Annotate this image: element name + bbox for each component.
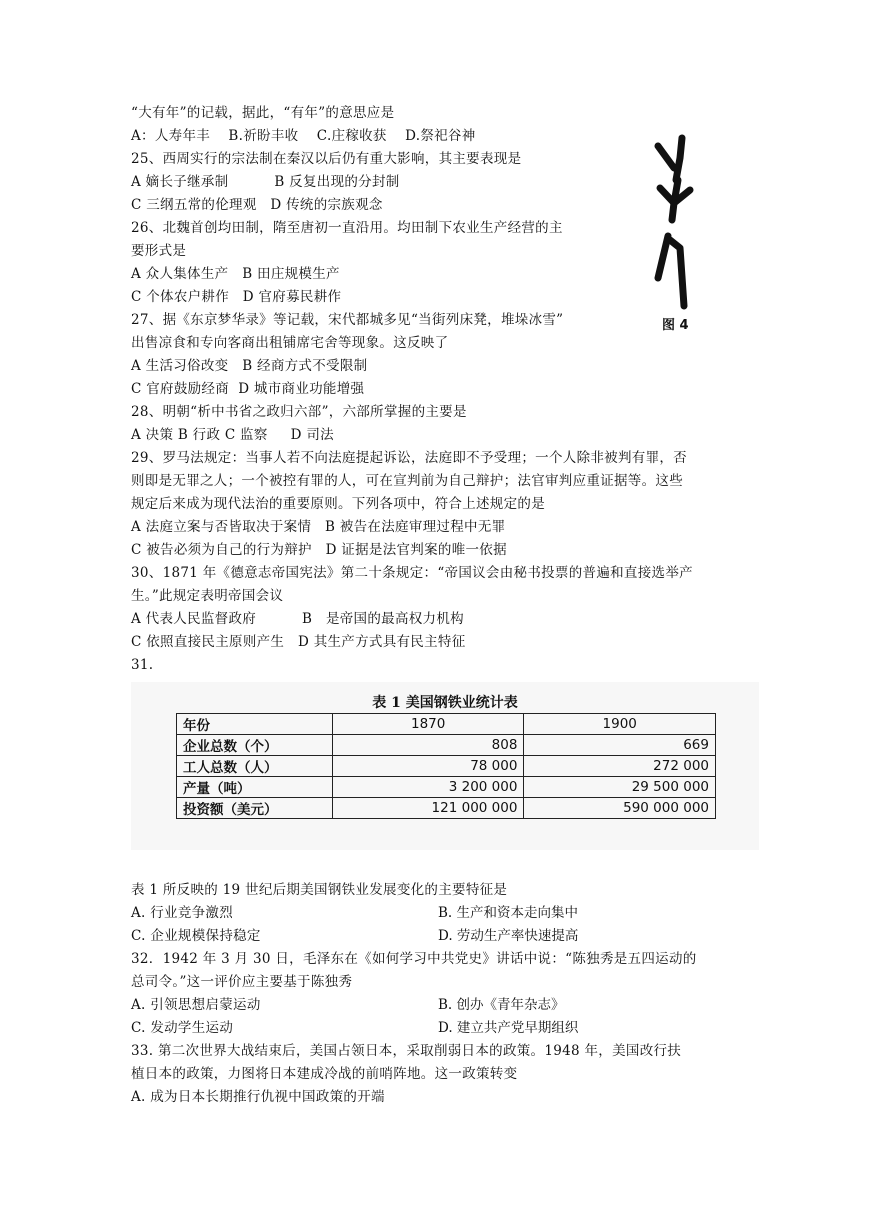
- q32-option-d: D. 建立共产党早期组织: [438, 1020, 579, 1036]
- text-line: “大有年”的记载，据此，“有年”的意思应是: [131, 105, 395, 121]
- q31-option-b: B. 生产和资本走向集中: [438, 905, 579, 921]
- q32-option-b: B. 创办《青年杂志》: [438, 997, 565, 1013]
- q30-stem: 30、1871 年《德意志帝国宪法》第二十条规定：“帝国议会由秘书投票的普遍和直接选举产: [131, 565, 693, 581]
- q25-options-cd: C 三纲五常的伦理观 D 传统的宗族观念: [131, 197, 383, 213]
- table-row: [177, 798, 716, 819]
- figure-4-glyph: [640, 128, 745, 333]
- q27-stem: 27、据《东京梦华录》等记载，宋代都城多见“当街列床凳，堆垛冰雪”: [131, 312, 564, 328]
- q30-options-cd: C 依照直接民主原则产生 D 其生产方式具有民主特征: [131, 634, 466, 650]
- q30-stem-cont: 生。”此规定表明帝国会议: [131, 588, 284, 604]
- q33-stem-cont: 植日本的政策，力图将日本建成冷战的前哨阵地。这一政策转变: [131, 1066, 518, 1082]
- q26-stem-cont: 要形式是: [131, 243, 187, 259]
- q24-options: A：人寿年丰 B.祈盼丰收 C.庄稼收获 D.祭祀谷神: [131, 128, 476, 144]
- table-header-row: [177, 714, 716, 735]
- q32-option-c: C. 发动学生运动: [131, 1020, 234, 1036]
- q32-stem: 32．1942 年 3 月 30 日，毛泽东在《如何学习中共党史》讲话中说：“陈独秀是五四运动的: [131, 951, 697, 967]
- q32-option-a: A. 引领思想启蒙运动: [131, 997, 261, 1013]
- table-row: [177, 756, 716, 777]
- q31-option-d: D. 劳动生产率快速提高: [438, 928, 579, 944]
- table-title: 表 1 美国钢铁业统计表: [372, 695, 518, 711]
- q26-stem: 26、北魏首创均田制，隋至唐初一直沿用。均田制下农业生产经营的主: [131, 220, 563, 236]
- row-label: 产量（吨）: [177, 777, 333, 798]
- cell-1870: 3 200 000: [332, 777, 524, 798]
- q26-options-cd: C 个体农户耕作 D 官府募民耕作: [131, 289, 342, 305]
- q29-stem: 29、罗马法规定：当事人若不向法庭提起诉讼，法庭即不予受理；一个人除非被判有罪，否: [131, 450, 687, 466]
- q31-stem: 表 1 所反映的 19 世纪后期美国钢铁业发展变化的主要特征是: [131, 882, 508, 898]
- q33-option-a: A. 成为日本长期推行仇视中国政策的开端: [131, 1089, 385, 1105]
- q31-number: 31.: [131, 657, 154, 673]
- q27-options-cd: C 官府鼓励经商 D 城市商业功能增强: [131, 381, 365, 397]
- row-label: 企业总数（个）: [177, 735, 333, 756]
- q28-stem: 28、明朝“析中书省之政归六部”，六部所掌握的主要是: [131, 404, 467, 420]
- table-1-image: [131, 682, 759, 850]
- q29-stem-cont: 规定后来成为现代法治的重要原则。下列各项中，符合上述规定的是: [131, 496, 545, 512]
- q28-options: A 决策 B 行政 C 监察 D 司法: [131, 427, 334, 443]
- header-1870: 1870: [332, 714, 524, 735]
- q29-options-cd: C 被告必须为自己的行为辩护 D 证据是法官判案的唯一依据: [131, 542, 507, 558]
- q33-stem: 33. 第二次世界大战结束后，美国占领日本，采取削弱日本的政策。1948 年，美国改行扶: [131, 1043, 682, 1059]
- q29-options-ab: A 法庭立案与否皆取决于案情 B 被告在法庭审理过程中无罪: [131, 519, 506, 535]
- table-row: [177, 777, 716, 798]
- steel-statistics-table: [176, 713, 716, 819]
- table-row: [177, 735, 716, 756]
- q32-stem-cont: 总司令。”这一评价应主要基于陈独秀: [131, 974, 353, 990]
- cell-1900: 590 000 000: [524, 798, 716, 819]
- q25-stem: 25、西周实行的宗法制在秦汉以后仍有重大影响，其主要表现是: [131, 151, 522, 167]
- oracle-glyph-icon: [640, 128, 745, 313]
- cell-1870: 121 000 000: [332, 798, 524, 819]
- cell-1870: 78 000: [332, 756, 524, 777]
- header-year-label: 年份: [177, 714, 333, 735]
- row-label: 投资额（美元）: [177, 798, 333, 819]
- cell-1900: 669: [524, 735, 716, 756]
- q27-options-ab: A 生活习俗改变 B 经商方式不受限制: [131, 358, 368, 374]
- q26-options-ab: A 众人集体生产 B 田庄规模生产: [131, 266, 340, 282]
- cell-1900: 272 000: [524, 756, 716, 777]
- q31-option-c: C. 企业规模保持稳定: [131, 928, 261, 944]
- figure-4-caption: 图 4: [662, 318, 689, 333]
- header-1900: 1900: [524, 714, 716, 735]
- q29-stem-cont: 则即是无罪之人；一个被控有罪的人，可在宣判前为自己辩护；法官审判应重证据等。这些: [131, 473, 683, 489]
- cell-1900: 29 500 000: [524, 777, 716, 798]
- q25-options-ab: A 嫡长子继承制 B 反复出现的分封制: [131, 174, 400, 190]
- q31-option-a: A. 行业竞争激烈: [131, 905, 234, 921]
- q30-options-ab: A 代表人民监督政府 B 是帝国的最高权力机构: [131, 611, 464, 627]
- row-label: 工人总数（人）: [177, 756, 333, 777]
- q27-stem-cont: 出售凉食和专向客商出租铺席宅舍等现象。这反映了: [131, 335, 449, 351]
- cell-1870: 808: [332, 735, 524, 756]
